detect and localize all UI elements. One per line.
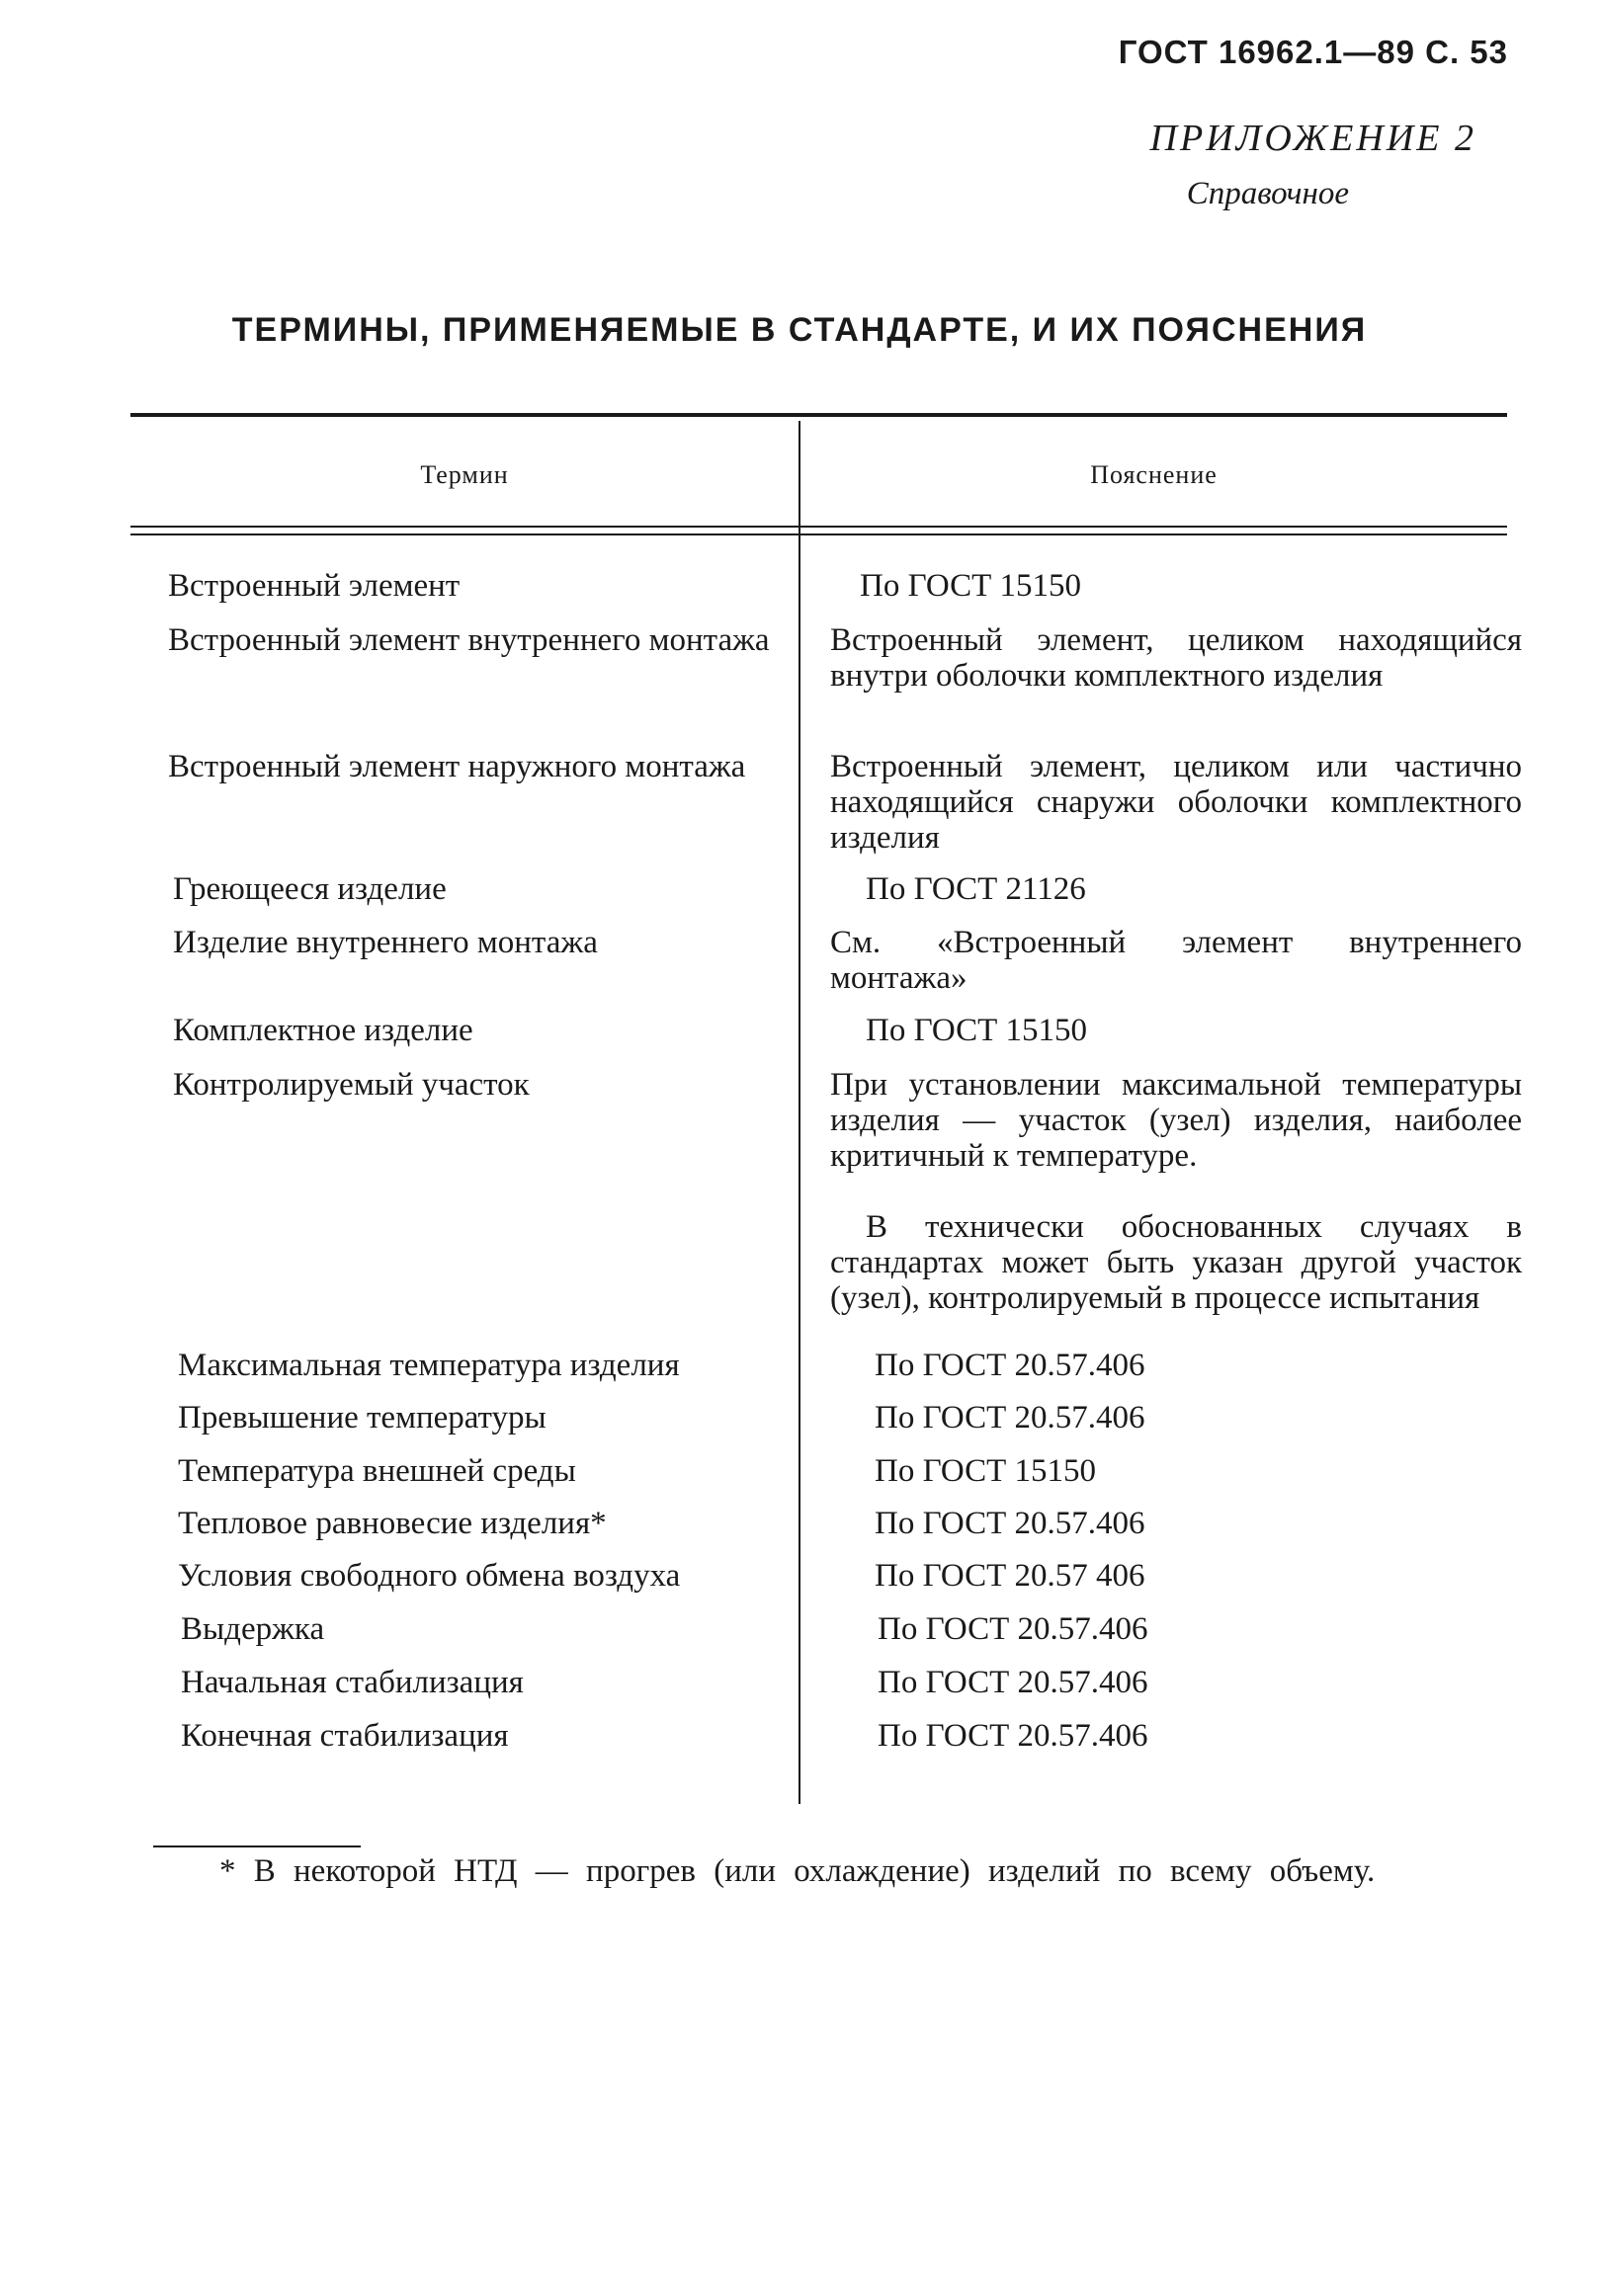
table-column-divider: [799, 421, 800, 1804]
explanation-cell-continued: В технически обоснованных случаях в стандартах может быть указан другой участок (узел), контролируемый в процессе испытания: [830, 1209, 1522, 1316]
appendix-title: ПРИЛОЖЕНИЕ 2: [1149, 118, 1476, 159]
column-header-term: Термин: [420, 460, 509, 489]
term-cell: Температура внешней среды: [178, 1453, 576, 1489]
explanation-cell: При установлении максимальной температуры изделия — участок (узел) изделия, наиболее критичный к температуре.: [830, 1067, 1522, 1174]
page-title: ТЕРМИНЫ, ПРИМЕНЯЕМЫЕ В СТАНДАРТЕ, И ИХ ПОЯСНЕНИЯ: [231, 311, 1368, 349]
table-header-rule-second: [130, 533, 1507, 535]
term-cell: Контролируемый участок: [173, 1067, 530, 1103]
term-cell: Превышение температуры: [178, 1400, 547, 1435]
explanation-cell: См. «Встроенный элемент внутреннего монтажа»: [830, 925, 1522, 996]
explanation-cell: Встроенный элемент, целиком находящийся внутри оболочки комплектного изделия: [830, 622, 1522, 694]
term-cell: Выдержка: [181, 1611, 325, 1647]
term-cell: Греющееся изделие: [173, 871, 447, 907]
term-cell: Условия свободного обмена воздуха: [178, 1558, 681, 1594]
explanation-cell: По ГОСТ 15150: [866, 1013, 1087, 1048]
explanation-cell: По ГОСТ 15150: [875, 1453, 1096, 1489]
term-cell: Тепловое равновесие изделия*: [178, 1506, 607, 1541]
footnote: * В некоторой НТД — прогрев (или охлаждение) изделий по всему объему.: [219, 1853, 1376, 1889]
explanation-cell: По ГОСТ 20.57.406: [878, 1665, 1148, 1700]
explanation-cell: По ГОСТ 20.57 406: [875, 1558, 1145, 1594]
table-top-rule: [130, 413, 1507, 417]
explanation-cell: По ГОСТ 20.57.406: [878, 1611, 1148, 1647]
column-header-explanation: Пояснение: [1090, 460, 1218, 489]
term-cell: Комплектное изделие: [173, 1013, 473, 1048]
explanation-cell: По ГОСТ 21126: [866, 871, 1086, 907]
footnote-rule: [153, 1845, 361, 1847]
explanation-cell: По ГОСТ 20.57.406: [875, 1506, 1145, 1541]
term-cell: Начальная стабилизация: [181, 1665, 524, 1700]
term-cell: Конечная стабилизация: [181, 1718, 509, 1754]
document-number: ГОСТ 16962.1—89 С. 53: [1118, 34, 1508, 70]
appendix-subtitle: Справочное: [1186, 176, 1349, 211]
term-cell: Встроенный элемент наружного монтажа: [168, 749, 746, 784]
explanation-cell: По ГОСТ 15150: [860, 568, 1081, 604]
term-cell: Максимальная температура изделия: [178, 1348, 680, 1383]
explanation-cell: Встроенный элемент, целиком или частично находящийся снаружи оболочки комплектного изделия: [830, 749, 1522, 856]
explanation-cell: По ГОСТ 20.57.406: [878, 1718, 1148, 1754]
term-cell: Изделие внутреннего монтажа: [173, 925, 598, 960]
term-cell: Встроенный элемент: [168, 568, 461, 604]
table-header-rule: [130, 526, 1507, 528]
explanation-cell: По ГОСТ 20.57.406: [875, 1400, 1145, 1435]
explanation-cell: По ГОСТ 20.57.406: [875, 1348, 1145, 1383]
term-cell: Встроенный элемент внутреннего монтажа: [168, 622, 770, 658]
